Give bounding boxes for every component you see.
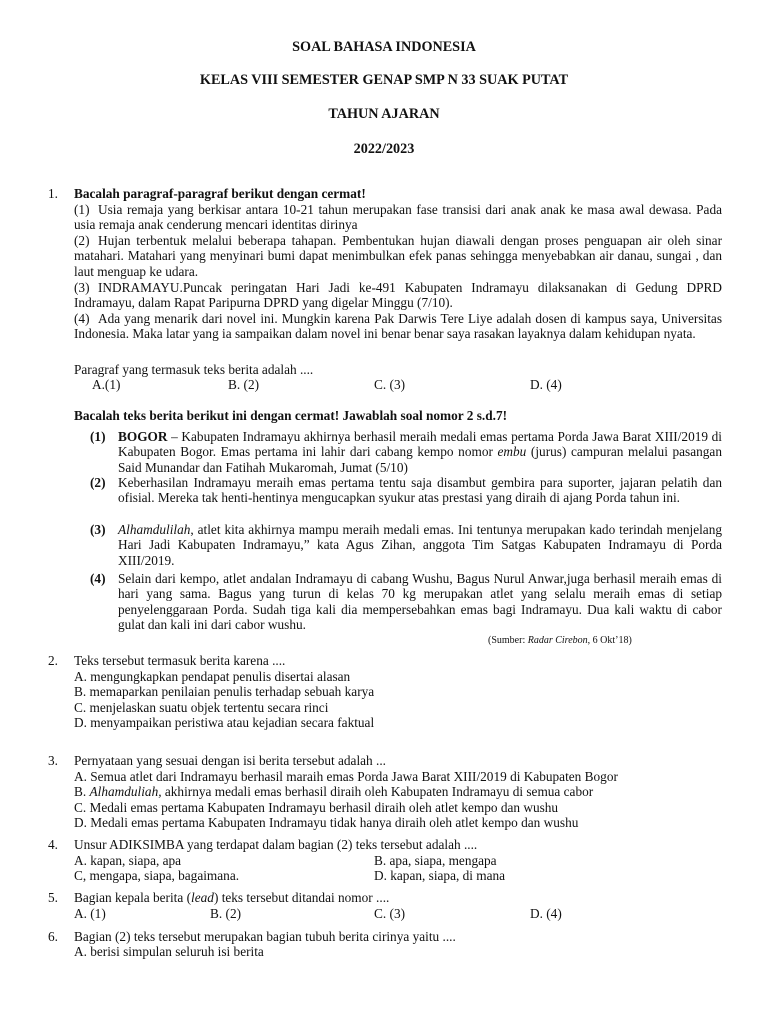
option-c[interactable]: C. (3) [374,377,406,392]
news-text: – Kabupaten Indramayu akhirnya berhasil meraih medali emas pertama Porda Jawa Barat XIII/2019 di Kabupaten Bogor. Emas pertama ini lahir dari cabang kempo nomor [118,429,722,460]
doc-title: SOAL BAHASA INDONESIA [292,39,476,55]
option-a[interactable]: A. (1) [74,906,106,921]
news-lead-word: BOGOR [118,429,168,444]
option-c[interactable]: C. Medali emas pertama Kabupaten Indramayu berhasil diraih oleh atlet kempo dan wushu [74,800,559,815]
question-text: Paragraf yang termasuk teks berita adalah .... [74,362,314,377]
news-text: (jurus) campuran melalui pasangan Said Munandar dan Fatihah Mukaromah, Jumat (5/10) [118,444,722,475]
option-a[interactable]: A. mengungkapkan pendapat penulis disertai alasan [74,669,351,684]
news-paragraph-number: (3) [90,522,106,537]
doc-class-line: KELAS VIII SEMESTER GENAP SMP N 33 SUAK PUTAT [199,72,569,88]
paragraph-number: (2) [74,233,90,248]
question-text-part: Bagian kepala berita ( [74,890,192,905]
question-text: Teks tersebut termasuk berita karena .... [74,653,286,668]
question-number: 5. [48,890,58,905]
paragraph-number: (3) [74,280,90,295]
news-paragraph [90,571,722,633]
option-a[interactable]: A. Semua atlet dari Indramayu berhasil maraih emas Porda Jawa Barat XIII/2019 di Kabupaten Bogor [74,769,618,784]
doc-year: 2022/2023 [353,141,415,157]
question-italic: lead [191,890,214,905]
paragraph-text: INDRAMAYU.Puncak peringatan Hari Jadi ke-491 Kabupaten Indramayu dilaksanakan di Gedung DPRD Indramayu, dalam Rapat Paripurna DPRD yang digelar Minggu (7/10). [74,280,722,311]
option-d[interactable]: D. kapan, siapa, di mana [374,868,506,883]
question-text-part: ) teks tersebut ditandai nomor .... [213,890,390,905]
option-b[interactable]: B. memaparkan penilaian penulis terhadap sebuah karya [74,684,375,699]
option-d[interactable]: D. (4) [530,377,562,392]
paragraph-text: Ada yang menarik dari novel ini. Mungkin karena Pak Darwis Tere Liye adalah dosen di kampus saya, Universitas Indonesia. Maka latar yang ia sampaikan dalam novel ini benar benar saya rasakan layaknya dalam kehidupan nyata. [74,311,722,342]
paragraph-item [74,280,722,311]
news-text: Keberhasilan Indramayu meraih emas pertama tentu saja disambut gembira para suporter, jajaran pelatih dan ofisial. Mereka tak henti-hentinya mengucapkan syukur atas prestasi yang diraih di ajang Porda tahun ini. [118,475,722,506]
news-paragraph [90,475,722,506]
news-text: , atlet kita akhirnya mampu meraih medali emas. Ini tentunya merupakan kado terindah menjelang Hari Jadi Kabupaten Indramayu,” kata Agus Zihan, anggota Tim Satgas Kabupaten Indramayu di Porda XIII/2019. [118,522,722,568]
paragraph-text: Usia remaja yang berkisar antara 10-21 tahun merupakan fase transisi dari anak anak ke masa awal dewasa. Pada usia remaja anak cenderung mencari identitas dirinya [74,202,722,233]
paragraph-text: Hujan terbentuk melalui beberapa tahapan. Pembentukan hujan diawali dengan proses penguapan air oleh sinar matahari. Matahari yang menyinari bumi dapat menimbulkan efek panas sehingga menyebabkan air danau, sungai , dan laut menguap ke udara. [74,233,722,279]
option-b[interactable] [74,784,593,799]
question-number: 2. [48,653,58,668]
option-d[interactable]: D. menyampaikan peristiwa atau kejadian secara faktual [74,715,375,730]
section-instruction: Bacalah teks berita berikut ini dengan cermat! Jawablah soal nomor 2 s.d.7! [74,408,508,423]
question-text: Unsur ADIKSIMBA yang terdapat dalam bagian (2) teks tersebut adalah .... [74,837,478,852]
news-italic: Alhamdulilah [118,522,191,537]
question-number: 3. [48,753,58,768]
paragraph-number: (1) [74,202,90,217]
news-paragraph-number: (2) [90,475,106,490]
news-paragraph [90,429,722,475]
question-text [74,890,722,905]
question-number: 6. [48,929,58,944]
answer-options [0,906,768,922]
option-c[interactable]: C. menjelaskan suatu objek tertentu secara rinci [74,700,329,715]
question-text: Bagian (2) teks tersebut merupakan bagian tubuh berita cirinya yaitu .... [74,929,456,944]
question-number: 4. [48,837,58,852]
source-name: Radar Cirebon [527,635,588,646]
option-b[interactable]: B. apa, siapa, mengapa [374,853,497,868]
news-text: Selain dari kempo, atlet andalan Indramayu di cabang Wushu, Bagus Nurul Anwar,juga berhasil meraih emas di hari yang sama. Bagus yang turun di kelas 70 kg merupakan atlet yang selalu meraih emas di setiap penyelenggaraan Porda. Sudah tiga kali dia mempersebahkan emas bagi Indramayu. Dua kali waktu di cabor gulat dan kali ini dari cabor wushu. [118,571,722,633]
question-instruction: Bacalah paragraf-paragraf berikut dengan cermat! [74,186,366,201]
option-d[interactable]: D. (4) [530,906,562,921]
option-a[interactable]: A. berisi simpulan seluruh isi berita [74,944,264,959]
option-italic: Alhamduliah, [89,784,162,799]
source-prefix: (Sumber: [488,635,528,646]
source-date: , 6 Okt’18) [587,635,632,646]
news-source [488,633,632,648]
answer-options [0,377,768,393]
paragraph-item [74,311,722,342]
option-text: akhirnya medali emas berhasil diraih oleh Kabupaten Indramayu di semua cabor [161,784,594,799]
news-italic: embu [497,444,527,460]
question-text: Pernyataan yang sesuai dengan isi berita tersebut adalah ... [74,753,386,768]
news-paragraph-number: (4) [90,571,106,586]
option-d[interactable]: D. Medali emas pertama Kabupaten Indramayu tidak hanya diraih oleh atlet kempo dan wushu [74,815,579,830]
news-paragraph-number: (1) [90,429,106,444]
option-label: B. [74,784,90,799]
paragraph-item [74,233,722,279]
answer-options [0,853,768,869]
news-paragraph [90,522,722,568]
option-c[interactable]: C, mengapa, siapa, bagaimana. [74,868,240,883]
option-c[interactable]: C. (3) [374,906,406,921]
answer-options [0,868,768,884]
doc-year-label: TAHUN AJARAN [328,106,440,122]
option-b[interactable]: B. (2) [210,906,242,921]
paragraph-item [74,202,722,233]
option-b[interactable]: B. (2) [228,377,260,392]
option-a[interactable]: A.(1) [92,377,121,392]
option-a[interactable]: A. kapan, siapa, apa [74,853,182,868]
question-number: 1. [48,186,58,201]
paragraph-number: (4) [74,311,90,326]
